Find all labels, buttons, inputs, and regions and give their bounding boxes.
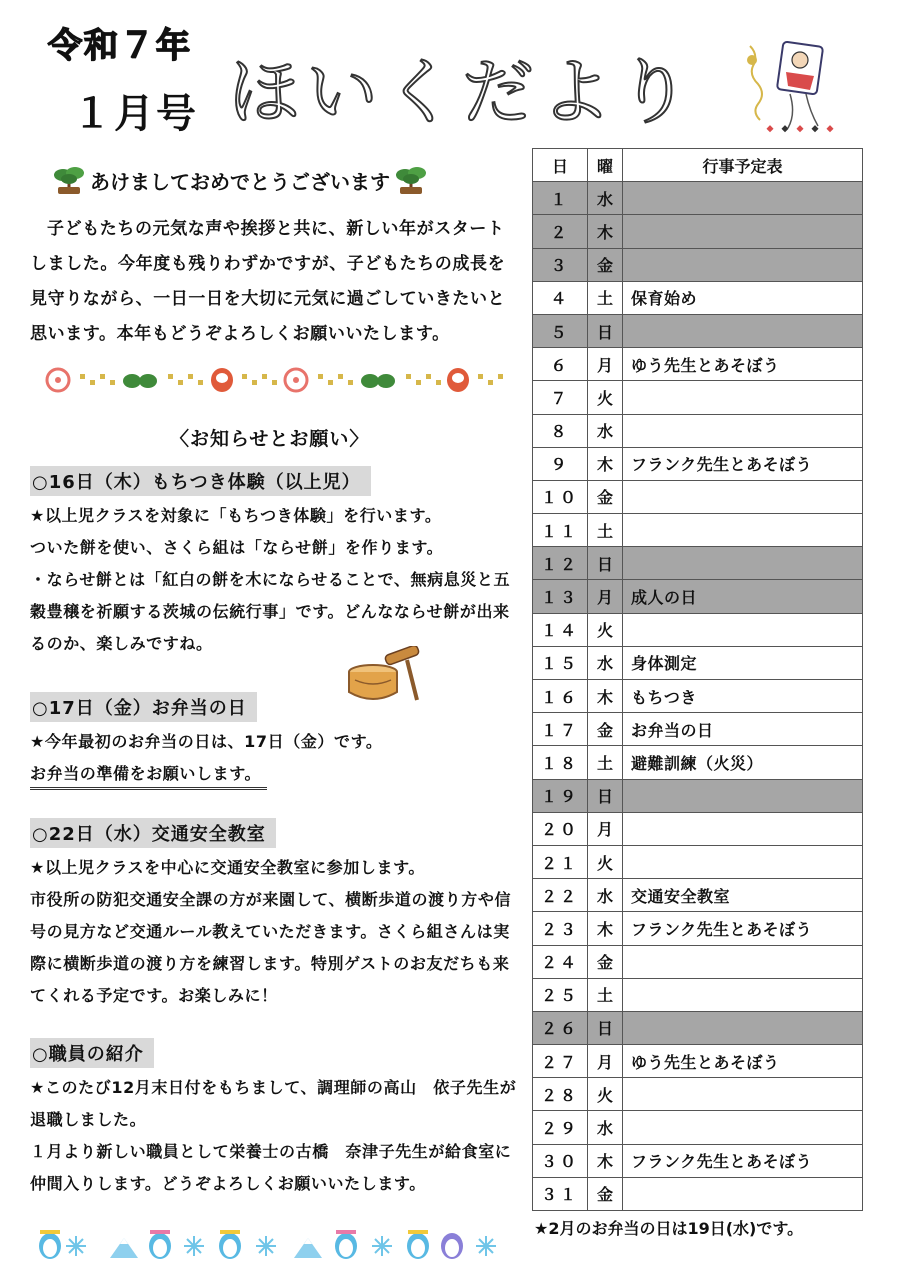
calendar-event: [623, 248, 863, 281]
calendar-weekday: 日: [588, 779, 623, 812]
calendar-row: [533, 514, 863, 547]
pine-icon: [361, 374, 395, 388]
section-line: ★今年最初のお弁当の日は、17日（金）です。: [30, 732, 383, 751]
section-title: ○職員の紹介: [30, 1038, 154, 1068]
calendar-row: [533, 281, 863, 314]
calendar-event: フランク先生とあそぼう: [623, 447, 863, 480]
calendar-event: [623, 1111, 863, 1144]
snowflake-icon: [66, 1236, 86, 1256]
calendar-row: [533, 182, 863, 215]
calendar-day: ４: [533, 281, 588, 314]
calendar-event: [623, 613, 863, 646]
calendar-weekday: 土: [588, 514, 623, 547]
calendar-event: [623, 1011, 863, 1044]
calendar-day: １３: [533, 580, 588, 613]
calendar-row: [533, 580, 863, 613]
header-events: 行事予定表: [623, 149, 863, 182]
calendar-weekday: 土: [588, 978, 623, 1011]
calendar-weekday: 月: [588, 812, 623, 845]
calendar-day: ２２: [533, 879, 588, 912]
calendar-row: [533, 613, 863, 646]
calendar-day: １６: [533, 680, 588, 713]
year-label: 令和７年: [48, 26, 192, 66]
calendar-weekday: 日: [588, 1011, 623, 1044]
calendar-row: [533, 1177, 863, 1210]
calendar-event: [623, 381, 863, 414]
calendar-day: ２８: [533, 1078, 588, 1111]
calendar-weekday: 水: [588, 414, 623, 447]
calendar-row: [533, 713, 863, 746]
calendar-weekday: 水: [588, 646, 623, 679]
greeting-heading-text: あけましておめでとうございます: [90, 169, 390, 194]
calendar-day: ２７: [533, 1045, 588, 1078]
header-day: 日: [533, 149, 588, 182]
mountain-icon: [110, 1238, 138, 1258]
calendar-day: １９: [533, 779, 588, 812]
calendar-row: [533, 945, 863, 978]
calendar-row: [533, 845, 863, 878]
penguin-icon: [407, 1230, 429, 1259]
section-traffic-safety: [30, 818, 525, 1012]
penguin-icon: [149, 1230, 171, 1259]
section-title: ○16日（木）もちつき体験（以上児）: [30, 466, 371, 496]
calendar-weekday: 月: [588, 348, 623, 381]
calendar-weekday: 金: [588, 945, 623, 978]
calendar-day: １２: [533, 547, 588, 580]
calendar-body: [533, 182, 863, 1211]
calendar-row: [533, 978, 863, 1011]
calendar-event: [623, 547, 863, 580]
calendar-row: [533, 912, 863, 945]
calendar-day: １８: [533, 746, 588, 779]
penguin-icon: [441, 1233, 463, 1259]
calendar-day: ３１: [533, 1177, 588, 1210]
calendar-weekday: 火: [588, 613, 623, 646]
calendar-day: ８: [533, 414, 588, 447]
calendar-row: [533, 680, 863, 713]
calendar-row: [533, 381, 863, 414]
calendar-event: [623, 215, 863, 248]
calendar-event: [623, 1078, 863, 1111]
calendar-event: [623, 314, 863, 347]
calendar-row: [533, 447, 863, 480]
calendar-weekday: 金: [588, 480, 623, 513]
calendar-row: [533, 248, 863, 281]
calendar-weekday: 火: [588, 845, 623, 878]
calendar-weekday: 日: [588, 547, 623, 580]
section-line: ★以上児クラスを中心に交通安全教室に参加します。: [30, 858, 425, 877]
section-title: ○17日（金）お弁当の日: [30, 692, 257, 722]
calendar-weekday: 月: [588, 580, 623, 613]
issue-month: １月号: [72, 91, 198, 137]
calendar-event: ゆう先生とあそぼう: [623, 1045, 863, 1078]
notices-heading: 〈お知らせとお願い〉: [170, 428, 370, 450]
calendar-weekday: 木: [588, 1144, 623, 1177]
snowflake-icon: [184, 1236, 204, 1256]
calendar-event: [623, 945, 863, 978]
calendar-day: １４: [533, 613, 588, 646]
section-line: １月より新しい職員として栄養士の古橋 奈津子先生が給食室に仲間入りします。どうぞよろしくお願いいたします。: [30, 1142, 512, 1193]
calendar-weekday: 水: [588, 182, 623, 215]
calendar-event: もちつき: [623, 680, 863, 713]
bonsai-icon: [394, 165, 428, 195]
calendar-day: １１: [533, 514, 588, 547]
calendar-event: [623, 845, 863, 878]
daruma-icon: [211, 368, 233, 392]
section-line: ついた餅を使い、さくら組は「ならせ餅」を作ります。: [30, 538, 444, 557]
calendar-event: [623, 480, 863, 513]
section-body: [30, 500, 525, 660]
calendar-weekday: 水: [588, 879, 623, 912]
events-calendar-table: [532, 148, 863, 1211]
calendar-row: [533, 348, 863, 381]
new-year-ornament-row: [44, 366, 514, 394]
calendar-weekday: 木: [588, 215, 623, 248]
calendar-weekday: 金: [588, 248, 623, 281]
calendar-day: ２３: [533, 912, 588, 945]
calendar-event: 保育始め: [623, 281, 863, 314]
section-line: 市役所の防犯交通安全課の方が来園して、横断歩道の渡り方や信号の見方など交通ルール教えていただきます。さくら組さんは実際に横断歩道の渡り方を練習します。特別ゲストのお友だちも来てくれる予定です。お楽しみに！: [30, 890, 512, 1005]
calendar-weekday: 土: [588, 281, 623, 314]
calendar-row: [533, 480, 863, 513]
plum-flower-icon: [47, 369, 69, 391]
calendar-day: ２: [533, 215, 588, 248]
greeting-paragraph: 子どもたちの元気な声や挨拶と共に、新しい年がスタートしました。今年度も残りわずかですが、子どもたちの成長を見守りながら、一日一日を大切に元気に過ごしていきたいと思います。本年もどうぞよろしくお願いいたします。: [30, 219, 506, 344]
section-body: [30, 852, 525, 1012]
calendar-day: ２４: [533, 945, 588, 978]
calendar-day: ７: [533, 381, 588, 414]
calendar-row: [533, 414, 863, 447]
calendar-row: [533, 1011, 863, 1044]
calendar-day: ６: [533, 348, 588, 381]
calendar-weekday: 火: [588, 381, 623, 414]
snowflake-icon: [256, 1236, 276, 1256]
calendar-row: [533, 746, 863, 779]
bonsai-icon: [52, 165, 86, 195]
calendar-day: ２１: [533, 845, 588, 878]
calendar-row: [533, 646, 863, 679]
section-bento: [30, 692, 525, 790]
section-mochi: [30, 466, 525, 660]
winter-ornament-row: [34, 1224, 514, 1264]
section-title: ○22日（水）交通安全教室: [30, 818, 276, 848]
calendar-event: [623, 182, 863, 215]
daruma-icon: [447, 368, 469, 392]
section-body: [30, 1072, 525, 1200]
section-line: ・ならせ餅とは「紅白の餅を木にならせることで、無病息災と五穀豊穣を祈願する茨城の伝統行事」です。どんなならせ餅が出来るのか、楽しみですね。: [30, 570, 511, 653]
calendar-note: ★2月のお弁当の日は19日(水)です。: [534, 1219, 804, 1238]
calendar-event: [623, 414, 863, 447]
calendar-event: 交通安全教室: [623, 879, 863, 912]
calendar-day: １０: [533, 480, 588, 513]
penguin-icon: [39, 1230, 61, 1259]
calendar-row: [533, 314, 863, 347]
calendar-day: ９: [533, 447, 588, 480]
calendar-event: [623, 1177, 863, 1210]
calendar-weekday: 土: [588, 746, 623, 779]
pine-icon: [123, 374, 157, 388]
snowflake-icon: [372, 1236, 392, 1256]
calendar-day: １５: [533, 646, 588, 679]
penguin-icon: [335, 1230, 357, 1259]
calendar-day: ２５: [533, 978, 588, 1011]
calendar-event: フランク先生とあそぼう: [623, 912, 863, 945]
calendar-weekday: 火: [588, 1078, 623, 1111]
calendar-day: ２０: [533, 812, 588, 845]
calendar-weekday: 金: [588, 713, 623, 746]
calendar-weekday: 木: [588, 680, 623, 713]
calendar-event: [623, 812, 863, 845]
mountain-icon: [294, 1238, 322, 1258]
calendar-weekday: 金: [588, 1177, 623, 1210]
calendar-header-row: [533, 149, 863, 182]
section-line: ★このたび12月末日付をもちまして、調理師の高山 依子先生が退職しました。: [30, 1078, 517, 1129]
calendar-event: フランク先生とあそぼう: [623, 1144, 863, 1177]
calendar-row: [533, 547, 863, 580]
calendar-day: ２９: [533, 1111, 588, 1144]
underlined-request: お弁当の準備をお願いします。: [30, 761, 267, 790]
calendar-weekday: 月: [588, 1045, 623, 1078]
calendar-weekday: 木: [588, 447, 623, 480]
calendar-row: [533, 1045, 863, 1078]
greeting-heading: [52, 165, 522, 195]
calendar-weekday: 水: [588, 1111, 623, 1144]
calendar-day: ３０: [533, 1144, 588, 1177]
section-staff: [30, 1038, 525, 1200]
calendar-row: [533, 215, 863, 248]
calendar-row: [533, 1078, 863, 1111]
calendar-event: 成人の日: [623, 580, 863, 613]
greeting-body: [30, 212, 520, 352]
calendar-day: ２６: [533, 1011, 588, 1044]
plum-flower-icon: [285, 369, 307, 391]
calendar-day: ５: [533, 314, 588, 347]
section-body: [30, 726, 525, 790]
calendar-event: ゆう先生とあそぼう: [623, 348, 863, 381]
calendar-day: １: [533, 182, 588, 215]
calendar-event: [623, 514, 863, 547]
calendar-day: １７: [533, 713, 588, 746]
calendar-weekday: 日: [588, 314, 623, 347]
kite-icon: [740, 38, 850, 134]
calendar-event: [623, 779, 863, 812]
penguin-icon: [219, 1230, 241, 1259]
newsletter-title: ほいくだより: [228, 50, 697, 134]
calendar-event: 身体測定: [623, 646, 863, 679]
calendar-row: [533, 879, 863, 912]
calendar-row: [533, 812, 863, 845]
calendar-day: ３: [533, 248, 588, 281]
section-line: ★以上児クラスを対象に「もちつき体験」を行います。: [30, 506, 442, 525]
calendar-event: [623, 978, 863, 1011]
calendar-event: お弁当の日: [623, 713, 863, 746]
header-weekday: 曜: [588, 149, 623, 182]
calendar-row: [533, 779, 863, 812]
calendar-event: 避難訓練（火災）: [623, 746, 863, 779]
calendar-row: [533, 1111, 863, 1144]
snowflake-icon: [476, 1236, 496, 1256]
calendar-row: [533, 1144, 863, 1177]
calendar-weekday: 木: [588, 912, 623, 945]
